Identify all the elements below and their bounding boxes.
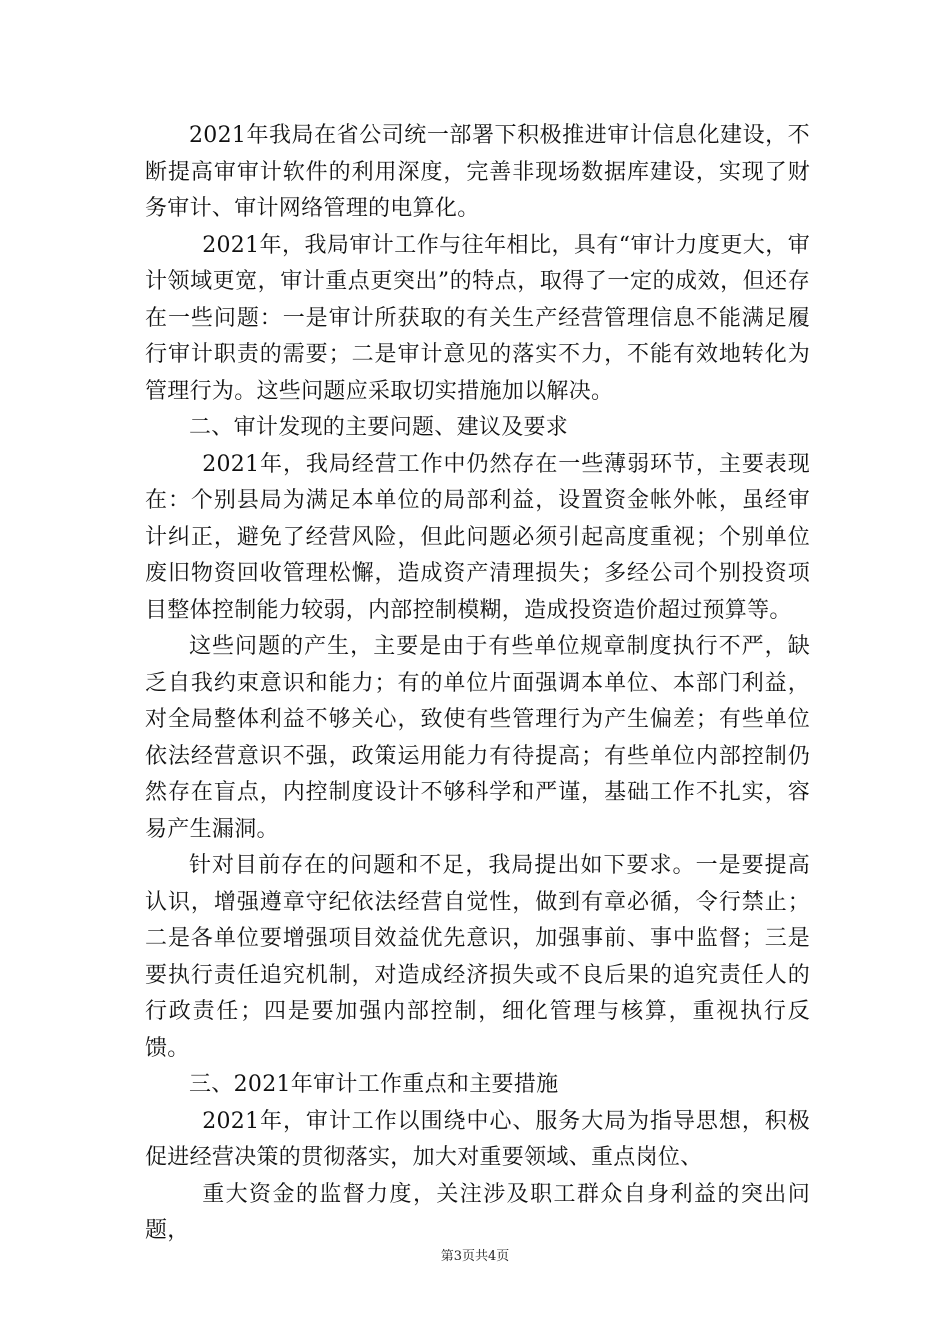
paragraph-audit-informatization: 2021年我局在省公司统一部署下积极推进审计信息化建设，不断提高审审计软件的利用深度，完善非现场数据库建设，实现了财务审计、审计网络管理的电算化。 xyxy=(145,123,810,221)
section-heading-2: 二、审计发现的主要问题、建议及要求 xyxy=(189,415,569,440)
section-heading-3: 三、2021年审计工作重点和主要措施 xyxy=(189,1072,559,1097)
paragraph-problem-causes: 这些问题的产生，主要是由于有些单位规章制度执行不严，缺乏自我约束意识和能力；有的单位片面强调本单位、本部门利益，对全局整体利益不够关心，致使有些管理行为产生偏差；有些单位依法经营意识不强，政策运用能力有待提高；有些单位内部控制仍然存在盲点，内控制度设计不够科学和严谨，基础工作不扎实，容易产生漏洞。 xyxy=(145,634,810,842)
paragraph-requirements: 针对目前存在的问题和不足，我局提出如下要求。一是要提高认识，增强遵章守纪依法经营自觉性，做到有章必循，令行禁止；二是各单位要增强项目效益优先意识，加强事前、事中监督；三是要执行责任追究机制，对造成经济损失或不良后果的追究责任人的行政责任；四是要加强内部控制，细化管理与核算，重视执行反馈。 xyxy=(145,853,810,1061)
paragraph-continued: 重大资金的监督力度，关注涉及职工群众自身利益的突出问题， xyxy=(145,1181,810,1243)
paragraph-audit-results-2021: 2021年，我局审计工作与往年相比，具有“审计力度更大，审计领域更宽，审计重点更突出”的特点，取得了一定的成效，但还存在一些问题：一是审计所获取的有关生产经营管理信息不能满足履行审计职责的需要；二是审计意见的落实不力，不能有效地转化为管理行为。这些问题应采取切实措施加以解决。 xyxy=(145,232,810,404)
page-footer xyxy=(0,1245,950,1264)
paragraph-weak-links: 2021年，我局经营工作中仍然存在一些薄弱环节，主要表现在：个别县局为满足本单位的局部利益，设置资金帐外帐，虽经审计纠正，避免了经营风险，但此问题必须引起高度重视；个别单位废旧物资回收管理松懈，造成资产清理损失；多经公司个别投资项目整体控制能力较弱，内部控制模糊，造成投资造价超过预算等。 xyxy=(145,451,810,623)
paragraph-audit-focus-2021: 2021年，审计工作以围绕中心、服务大局为指导思想，积极促进经营决策的贯彻落实，加大对重要领域、重点岗位、 xyxy=(145,1108,810,1170)
document-body xyxy=(145,118,810,1250)
page-number: 第3页共4页 xyxy=(440,1249,510,1264)
